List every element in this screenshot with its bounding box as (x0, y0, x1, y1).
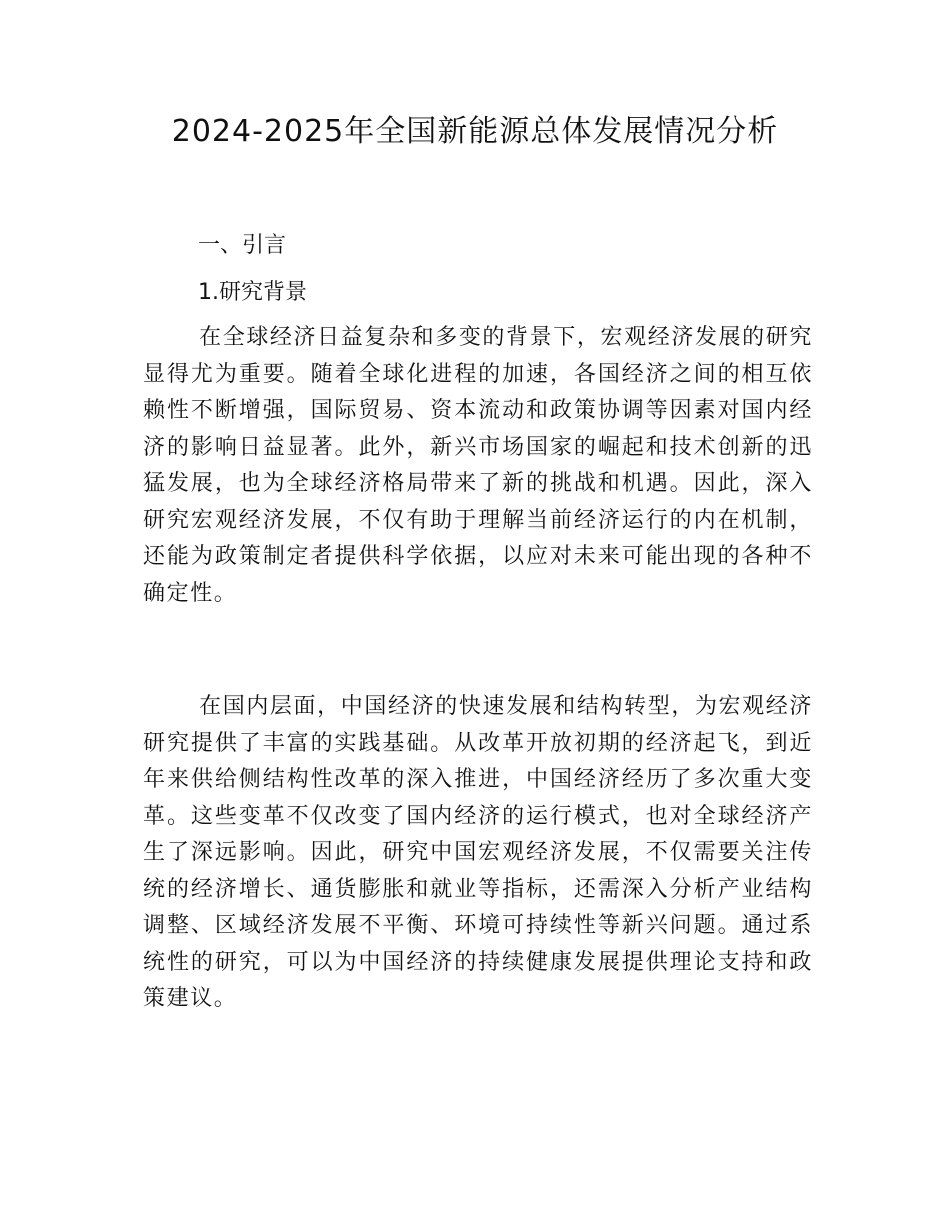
section-heading: 一、引言 (198, 233, 287, 258)
body-paragraph: 在全球经济日益复杂和多变的背景下，宏观经济发展的研究显得尤为重要。随着全球化进程的加速，各国经济之间的相互依赖性不断增强，国际贸易、资本流动和政策协调等因素对国内经济的影响日益显著。此外，新兴市场国家的崛起和技术创新的迅猛发展，也为全球经济格局带来了新的挑战和机遇。因此，深入研究宏观经济发展，不仅有助于理解当前经济运行的内在机制，还能为政策制定者提供科学依据，以应对未来可能出现的各种不确定性。 (143, 325, 813, 606)
body-paragraph: 在国内层面，中国经济的快速发展和结构转型，为宏观经济研究提供了丰富的实践基础。从改革开放初期的经济起飞，到近年来供给侧结构性改革的深入推进，中国经济经历了多次重大变革。这些变革不仅改变了国内经济的运行模式，也对全球经济产生了深远影响。因此，研究中国宏观经济发展，不仅需要关注传统的经济增长、通货膨胀和就业等指标，还需深入分析产业结构调整、区域经济发展不平衡、环境可持续性等新兴问题。通过系统性的研究，可以为中国经济的持续健康发展提供理论支持和政策建议。 (143, 694, 813, 1011)
document-title: 2024-2025年全国新能源总体发展情况分析 (171, 114, 779, 149)
subsection-heading: 1.研究背景 (198, 280, 307, 305)
